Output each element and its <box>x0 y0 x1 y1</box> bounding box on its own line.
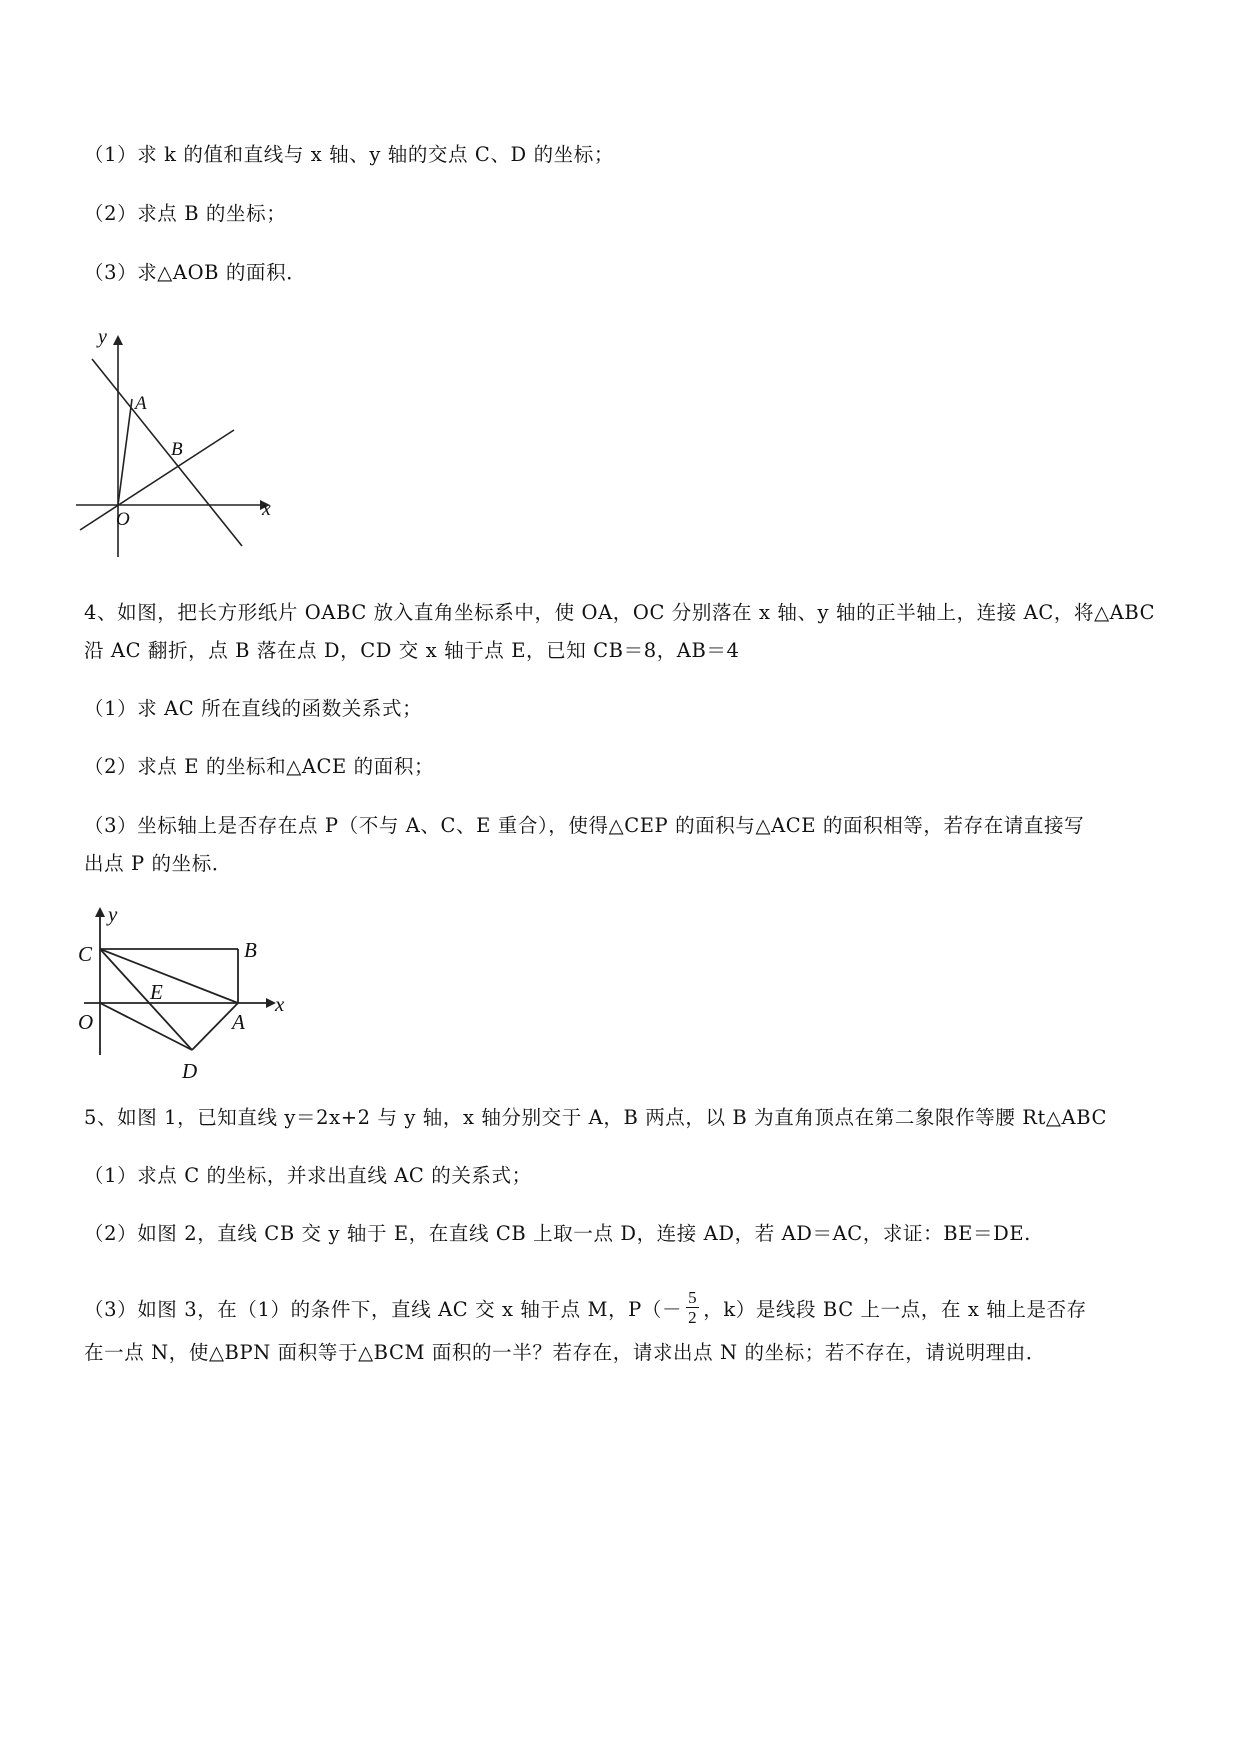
q4-part3-line1: （3）坐标轴上是否存在点 P（不与 A、C、E 重合），使得△CEP 的面积与△ACE 的面积相等，若存在请直接写 <box>84 814 1085 837</box>
q4-label-y: y <box>108 902 118 926</box>
q3-segment-oa <box>118 399 132 505</box>
fraction-denominator: 2 <box>688 1308 698 1327</box>
q3-label-o: O <box>116 509 130 530</box>
q4-label-x: x <box>275 992 285 1016</box>
q4-label-d: D <box>182 1059 198 1083</box>
q4-part3-line2: 出点 P 的坐标． <box>84 852 232 875</box>
q3-figure <box>70 325 300 565</box>
q3-label-b: B <box>171 439 183 460</box>
fraction-numerator: 5 <box>688 1288 698 1307</box>
q3-part3: （3）求△AOB 的面积． <box>84 261 307 284</box>
q4-part2: （2）求点 E 的坐标和△ACE 的面积； <box>84 755 435 778</box>
q4-segment-od <box>100 1003 192 1050</box>
q5-part3-fraction <box>686 1288 699 1327</box>
q5-part1: （1）求点 C 的坐标，并求出直线 AC 的关系式； <box>84 1164 532 1187</box>
q3-y-arrow <box>113 335 123 345</box>
q5-part3-prefix: （3）如图 3，在（1）的条件下，直线 AC 交 x 轴于点 M，P（－ <box>84 1298 683 1321</box>
q3-label-x: x <box>262 498 271 520</box>
q4-figure <box>70 903 310 1083</box>
q5-part3-line1 <box>84 1288 1087 1330</box>
q3-line-ob <box>80 430 234 530</box>
q3-line-ab <box>92 359 242 546</box>
q4-segment-cd <box>100 949 192 1050</box>
q4-diagonal-ca <box>100 949 238 1003</box>
q4-label-a: A <box>232 1010 245 1034</box>
q4-stem-line2: 沿 AC 翻折，点 B 落在点 D，CD 交 x 轴于点 E，已知 CB＝8，AB＝4 <box>84 639 740 662</box>
q3-label-y: y <box>98 326 107 348</box>
q4-part1: （1）求 AC 所在直线的函数关系式； <box>84 697 423 720</box>
q5-stem: 5、如图 1，已知直线 y＝2x+2 与 y 轴，x 轴分别交于 A，B 两点，以 B 为直角顶点在第二象限作等腰 Rt△ABC <box>84 1106 1108 1129</box>
q4-label-o: O <box>78 1010 94 1034</box>
q4-stem-line1: 4、如图，把长方形纸片 OABC 放入直角坐标系中，使 OA，OC 分别落在 x 轴、y 轴的正半轴上，连接 AC，将△ABC <box>84 601 1156 624</box>
q4-label-c: C <box>78 942 93 966</box>
q3-part1: （1）求 k 的值和直线与 x 轴、y 轴的交点 C、D 的坐标； <box>84 143 614 166</box>
q4-label-b: B <box>244 938 257 962</box>
q4-label-e: E <box>150 980 163 1004</box>
q4-y-arrow <box>95 907 105 917</box>
q3-part2: （2）求点 B 的坐标； <box>84 202 287 225</box>
q3-label-a: A <box>135 393 147 414</box>
q5-part3-line2: 在一点 N，使△BPN 面积等于△BCM 面积的一半？若存在，请求出点 N 的坐标；若不存在，请说明理由． <box>84 1341 1047 1364</box>
q5-part2: （2）如图 2，直线 CB 交 y 轴于 E，在直线 CB 上取一点 D，连接 AD，若 AD＝AC，求证：BE＝DE. <box>84 1222 1031 1245</box>
q5-part3-suffix: ，k）是线段 BC 上一点，在 x 轴上是否存 <box>703 1298 1087 1321</box>
